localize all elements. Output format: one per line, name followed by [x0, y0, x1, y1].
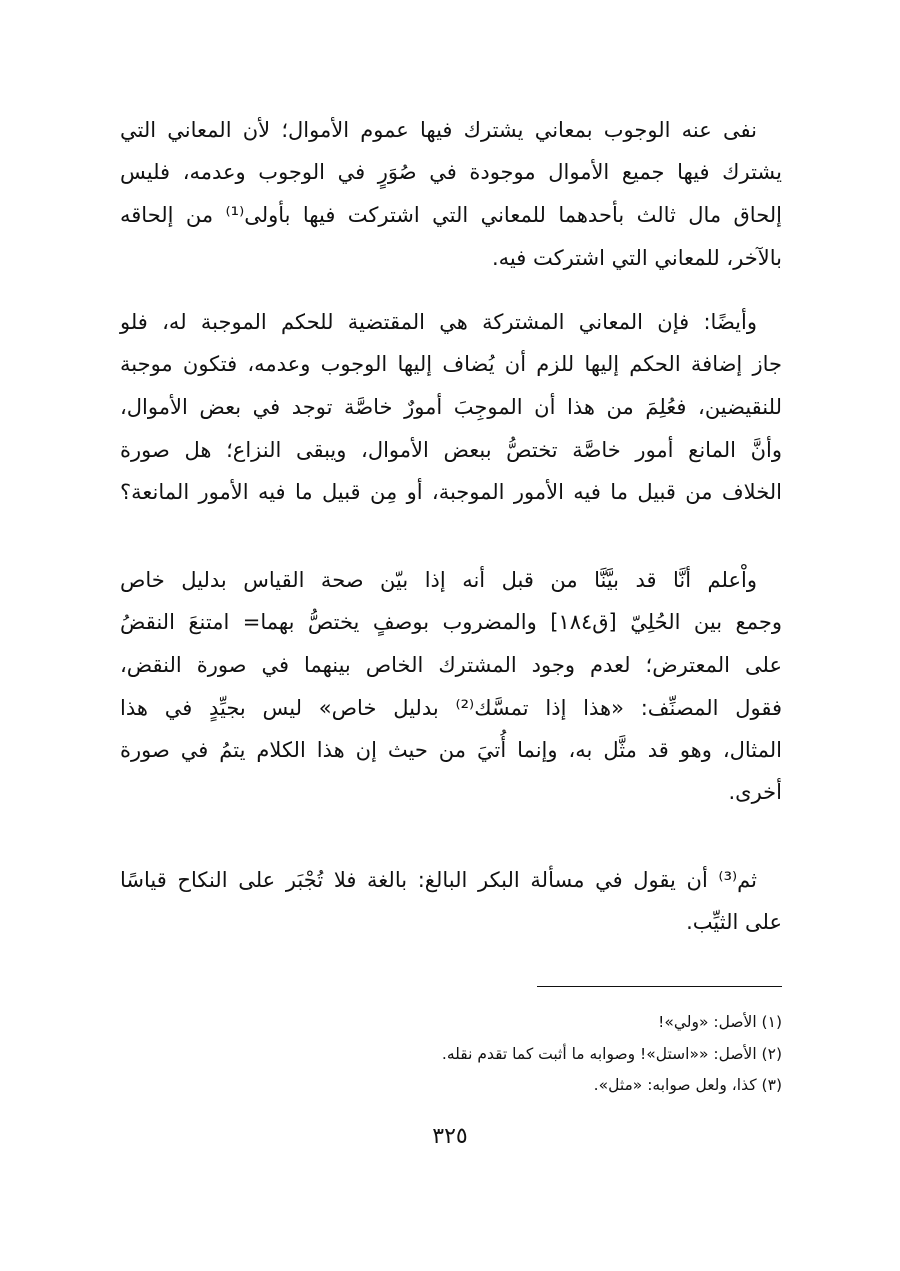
text-line: للنقيضين، فعُلِمَ من هذا أن الموجِبَ أمورٌ خاصَّة توجد في بعض الأموال، — [120, 395, 782, 419]
text-line: واْعلم أنَّا قد بيَّنَّا من قبل أنه إذا بيّن صحة القياس بدليل خاص — [120, 568, 757, 592]
text-line: أخرى. — [728, 780, 782, 804]
page-number: ٣٢٥ — [432, 1124, 468, 1149]
text-line: بالآخر، للمعاني التي اشتركت فيه. — [492, 246, 782, 270]
text-line: على المعترض؛ لعدم وجود المشترك الخاص بينهما في صورة النقض، — [120, 653, 782, 677]
text-line: المثال، وهو قد مثَّل به، وإنما أُتيَ من حيث إن هذا الكلام يتمُ في صورة — [120, 738, 782, 762]
text-line: فقول المصنِّف: «هذا إذا تمسَّك⁽²⁾ بدليل خاص» ليس بجيِّدٍ في هذا — [120, 696, 782, 720]
text-line: على الثيِّب. — [686, 910, 782, 934]
text-line: الخلاف من قبيل ما فيه الأمور الموجبة، أو مِن قبيل ما فيه الأمور المانعة؟ — [120, 480, 782, 504]
text-line: ثم⁽³⁾ أن يقول في مسألة البكر البالغ: بالغة فلا تُجْبَر على النكاح قياسًا — [120, 868, 757, 892]
text-line: نفى عنه الوجوب بمعاني يشترك فيها عموم الأموال؛ لأن المعاني التي — [120, 118, 757, 142]
footnote-1: (١) الأصل: «ولي»! — [658, 1013, 782, 1031]
text-line: وأيضًا: فإن المعاني المشتركة هي المقتضية للحكم الموجبة له، فلو — [120, 310, 757, 334]
text-line: إلحاق مال ثالث بأحدهما للمعاني التي اشتركت فيها بأولى⁽¹⁾ من إلحاقه — [120, 203, 782, 227]
text-line: وجمع بين الحُلِيّ [ق١٨٤] والمضروب بوصفٍ يختصُّ بهما= امتنعَ النقضُ — [120, 610, 782, 634]
text-line: يشترك فيها جميع الأموال موجودة في صُوَرٍ في الوجوب وعدمه، فليس — [120, 160, 782, 184]
footnote-3: (٣) كذا، ولعل صوابه: «مثل». — [593, 1076, 782, 1094]
footnote-2: (٢) الأصل: ««استل»! وصوابه ما أثبت كما تقدم نقله. — [441, 1045, 782, 1063]
footnote-separator — [537, 986, 782, 987]
text-line: جاز إضافة الحكم إليها للزم أن يُضاف إليها الوجوب وعدمه، فتكون موجبة — [120, 352, 782, 376]
text-line: وأنَّ المانع أمور خاصَّة تختصُّ ببعض الأموال، ويبقى النزاع؛ هل صورة — [120, 438, 782, 462]
